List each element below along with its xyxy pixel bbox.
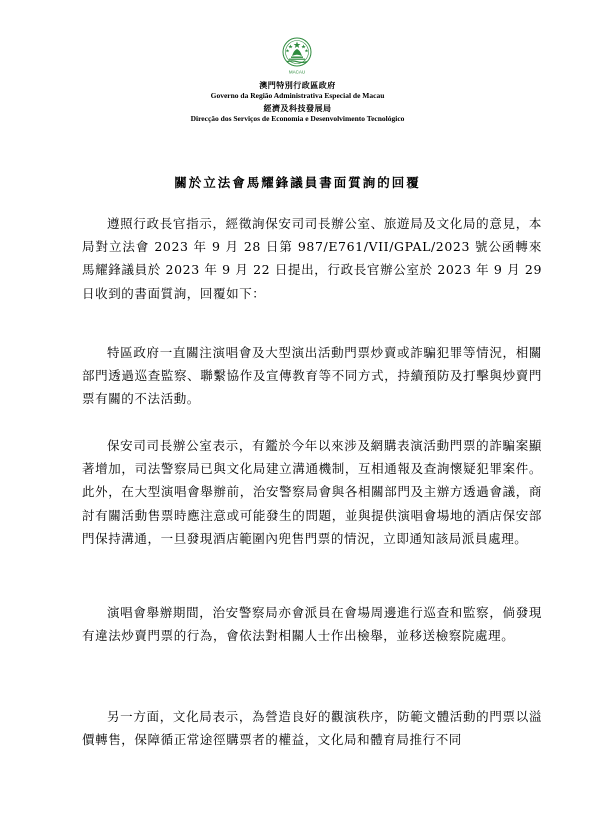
emblem-text: MACAU [288, 69, 306, 75]
body-paragraph: 遵照行政長官指示，經徵詢保安司司長辦公室、旅遊局及文化局的意見，本局對立法會 2023 年 9 月 28 日第 987/E761/VII/GPAL/2023 號公函轉來馬耀鋒議員於 2023 年 9 月 22 日提出，行政長官辦公室於 2023 年 9 月 29 日收到的書面質詢，回覆如下： [82, 216, 542, 301]
macau-emblem-icon [272, 36, 322, 76]
body-paragraph: 保安司司長辦公室表示，有鑑於今年以來涉及網購表演活動門票的詐騙案顯著增加，司法警察局已與文化局建立溝通機制，互相通報及查詢懷疑犯罪案件。此外，在大型演唱會舉辦前，治安警察局會與各相關部門及主辦方透過會議，商討有關活動售票時應注意或可能發生的問題，並與提供演唱會場地的酒店保安部門保持溝通，一旦發現酒店範圍內兜售門票的情況，立即通知該局派員處理。 [82, 438, 542, 546]
department-name-portuguese: Direcção dos Serviços de Economia e Desenvolvimento Tecnológico [190, 114, 405, 123]
government-name-portuguese: Governo da Região Administrativa Especial de Macau [210, 91, 385, 100]
document-title: 關於立法會馬耀鋒議員書面質詢的回覆 [174, 175, 421, 190]
body-paragraph: 另一方面，文化局表示，為營造良好的觀演秩序，防範文體活動的門票以溢價轉售，保障循正常途徑購票者的權益，文化局和體育局推行不同 [82, 709, 542, 748]
body-paragraph: 演唱會舉辦期間，治安警察局亦會派員在會場周邊進行巡查和監察，倘發現有違法炒賣門票的行為，會依法對相關人士作出檢舉，並移送檢察院處理。 [82, 605, 542, 644]
government-name-chinese: 澳門特別行政區政府 [259, 80, 336, 90]
body-paragraph: 特區政府一直關注演唱會及大型演出活動門票炒賣或詐騙犯罪等情況，相關部門透過巡查監察、聯繫協作及宣傳教育等不同方式，持續預防及打擊與炒賣門票有關的不法活動。 [82, 345, 542, 407]
department-name-chinese: 經濟及科技發展局 [263, 103, 332, 113]
